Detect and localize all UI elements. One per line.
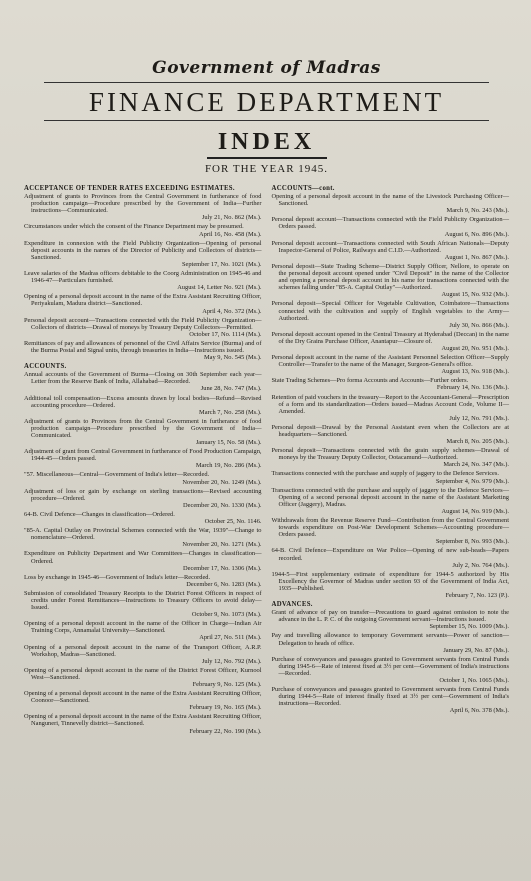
entry-reference: July 21, No. 862 (Ms.).	[201, 214, 262, 222]
entry-text: Grant of advance of pay on transfer—Precautions to guard against omission to note the advance in the L. P. C. of the outgoing Government servant—Instructions issued.	[271, 609, 509, 624]
index-entry	[272, 354, 510, 375]
entry-reference: January 15, No. 58 (Ms.).	[195, 439, 262, 447]
entry-reference: September 4, No. 979 (Ms.).	[435, 477, 509, 485]
index-entry	[24, 667, 262, 688]
entry-reference: December 6, No. 1283 (Ms.).	[186, 580, 262, 588]
entry-reference: July 2, No. 764 (Ms.).	[452, 561, 509, 569]
entry-text: State Trading Schemes—Pro forma Accounts and Accounts—Further orders.	[271, 377, 469, 385]
entry-reference: August 6, No. 896 (Ms.).	[444, 230, 509, 238]
index-entry	[24, 371, 262, 392]
index-entry	[272, 487, 510, 515]
entry-text: Purchase of conveyances and passages granted to Government servants from Central Funds during 1944-5—Rate of interest finally fixed at 3½ per cent—Government of India's instructions—Recorded.	[271, 686, 509, 708]
header-rule-top	[44, 82, 489, 83]
entry-reference: March 19, No. 286 (Ms.).	[195, 462, 262, 470]
section-heading: ACCEPTANCE OF TENDER RATES EXCEEDING ESTIMATES.	[24, 185, 235, 192]
entry-text: Adjustment of grants to Provinces from the Central Government in furtherance of food production campaign—Procedure prescribed by the Government of India—Communicated.	[24, 417, 262, 439]
entry-text: Pay and travelling allowance to temporary Government servants—Power of sanction—Delegation to heads of office.	[271, 632, 509, 647]
entry-text: Adjustment of loss or gain by exchange on sterling transactions—Revised accounting procedure—Ordered.	[24, 487, 262, 502]
entry-text: "85-A. Capital Outlay on Provincial Schemes connected with the War, 1939"—Change to nomenclature—Ordered.	[24, 527, 262, 542]
entry-text: Personal deposit—State Trading Scheme—District Supply Officer, Nellore, to operate on the personal deposit account opened under "Civil Deposit" in the name of the Collector and opening a personal deposit account in his name for transactions connected with the schemes falling under "85-A. Capital Outlay"—Authorized.	[271, 262, 509, 292]
entry-reference: February 9, No. 125 (Ms.).	[192, 681, 262, 688]
index-entry	[272, 193, 510, 214]
entry-text: Opening of a personal deposit account in the name of the Officer in Charge—Indian Air Training Corps, Annamalai University—Sanctioned.	[24, 620, 262, 635]
entry-reference: April 16, No. 458 (Ms.).	[199, 230, 262, 238]
index-entry	[24, 488, 262, 509]
entry-reference: October 9, No. 1073 (Ms.).	[191, 611, 262, 619]
index-entry	[24, 317, 262, 338]
index-entry	[24, 574, 262, 588]
entry-text: Retention of paid vouchers in the treasury—Report to the Accountant-General—Prescription of a form and its standardization—Orders issued—Madras Account Code, Volume II—Amended.	[271, 393, 509, 415]
entry-reference: September 17, No. 1021 (Ms.).	[181, 260, 262, 268]
index-underline	[207, 157, 327, 159]
entry-text: Personal deposit account opened in the Central Treasury at Hyderabad (Deccan) in the name of the Dry Grains Purchase Officer, Anantapur—Closure of.	[271, 330, 509, 345]
header-rule-bottom	[44, 120, 489, 121]
entry-text: Circumstances under which the consent of the Finance Department may be presumed.	[24, 223, 244, 231]
index-entry	[272, 300, 510, 328]
index-entry	[272, 447, 510, 468]
index-entry	[272, 517, 510, 545]
entry-text: Personal deposit—Drawal by the Personal Assistant even when the Collectors are at headquarters—Sanctioned.	[271, 423, 509, 438]
entry-text: "57. Miscellaneous—Central—Government of India's letter—Recorded.	[24, 471, 210, 479]
entry-reference: March 9, No. 243 (Ms.).	[446, 207, 509, 215]
index-entry	[272, 571, 510, 599]
entry-reference: August 13, No. 918 (Ms.).	[441, 368, 509, 376]
entry-text: Additional toll compensation—Excess amounts drawn by local bodies—Refund—Revised accounting procedure—Ordered.	[24, 394, 262, 409]
section-heading: ACCOUNTS—cont.	[271, 185, 335, 192]
index-entry	[24, 270, 262, 291]
entry-text: Personal deposit—Transactions connected with the grain supply schemes—Drawal of moneys by the Treasury Deputy Collector, Ootacamund—Authorized.	[271, 447, 509, 462]
entry-reference: March 24, No. 347 (Ms.).	[443, 461, 509, 469]
entry-text: Personal deposit—Special Officer for Vegetable Cultivation, Coimbatore—Transactions connected with the cultivation and supply of English vegetables to the Army—Authorized.	[271, 300, 509, 322]
entry-text: 64-B. Civil Defence—Changes in classification—Ordered.	[24, 510, 175, 518]
index-entry	[24, 620, 262, 641]
index-entry	[272, 656, 510, 684]
entry-reference: April 4, No. 372 (Ms.).	[202, 307, 262, 315]
entry-reference: March 8, No. 205 (Ms.).	[446, 438, 509, 446]
index-entry	[24, 527, 262, 548]
department-title: FINANCE DEPARTMENT	[88, 87, 445, 117]
index-entry	[272, 216, 510, 237]
entry-text: Personal deposit account—Transactions connected with the Field Publicity Organization—Collectors of districts—Drawal of moneys by Treasury Deputy Collectors—Permitted.	[24, 316, 262, 331]
entry-reference: June 28, No. 747 (Ms.).	[200, 385, 262, 393]
entry-reference: August 1, No. 867 (Ms.).	[444, 253, 509, 261]
entry-text: Expenditure in connexion with the Field Publicity Organization—Opening of personal deposit accounts in the names of the Director of Publicity and Collectors of districts—Sanctioned.	[24, 239, 262, 261]
index-columns	[24, 183, 509, 737]
index-entry	[24, 193, 262, 221]
entry-text: Adjustment of grants to Provinces from the Central Government in furtherance of food production campaign—Procedure prescribed by the Government of India—Further instructions—Communicated.	[24, 193, 262, 215]
entry-text: Opening of a personal deposit account in the name of the Transport Officer, A.R.P. Workshop, Madras—Sanctioned.	[24, 643, 262, 658]
entry-reference: September 15, No. 1009 (Ms.).	[429, 623, 509, 631]
entry-reference: October 17, No. 1114 (Ms.).	[189, 330, 262, 338]
entry-text: Personal deposit account—Transactions connected with the Field Publicity Organization—Orders passed.	[271, 216, 509, 231]
index-entry	[272, 240, 510, 261]
entry-text: Loss by exchange in 1945-46—Government of India's letter—Recorded.	[24, 573, 211, 581]
entry-reference: September 8, No. 993 (Ms.).	[435, 538, 509, 546]
section-heading: ADVANCES.	[271, 601, 313, 609]
entry-text: Opening of a personal deposit account in the name of the District Forest Officer, Kurnool West—Sanctioned.	[24, 666, 262, 681]
entry-text: Leave salaries of the Madras officers debitable to the Coorg Administration on 1945-46 and 1946-47—Particulars furnished.	[24, 270, 262, 285]
entry-reference: August 15, No. 932 (Ms.).	[441, 291, 509, 299]
entry-reference: July 30, No. 866 (Ms.).	[449, 321, 509, 329]
index-entry	[24, 644, 262, 665]
section-heading: ACCOUNTS.	[24, 363, 67, 371]
index-entry	[24, 395, 262, 416]
index-entry	[24, 240, 262, 268]
entry-reference: August 14, No. 919 (Ms.).	[441, 507, 509, 515]
entry-text: Opening of a personal deposit account in the name of the Extra Assistant Recruiting Officer, Periyakulam, Madura district—Sanctioned.	[24, 293, 262, 308]
entry-text: Personal deposit account—Transactions connected with South African Nationals—Deputy Inspector-General of Police, Railways and C.I.D.—Authorized.	[271, 239, 509, 254]
index-entry	[272, 263, 510, 298]
index-entry	[272, 632, 510, 653]
entry-text: Submission of consolidated Treasury Receipts to the District Forest Officers in respect of credits under Forest Remittances—Instructions to Treasury Officers to avoid delay—Issued.	[24, 589, 262, 612]
entry-text: Adjustment of grant from Central Government in furtherance of Food Production Campaign, 1944-45—Orders passed.	[24, 448, 262, 463]
index-entry	[24, 471, 262, 485]
entry-text: Remittances of pay and allowances of personnel of the Civil Affairs Service (Burma) and of the Burma Postal and Signal units, through treasuries in India—Instructions issued.	[24, 339, 262, 354]
index-entry	[272, 424, 510, 445]
index-entry	[24, 223, 262, 237]
entry-reference: October 25, No. 1146.	[204, 518, 262, 526]
entry-reference: January 29, No. 87 (Ms.).	[443, 646, 509, 654]
index-entry	[24, 340, 262, 361]
index-entry	[24, 713, 262, 734]
entry-reference: February 19, No. 165 (Ms.).	[189, 704, 262, 712]
index-entry	[272, 686, 510, 714]
entry-reference: March 7, No. 258 (Ms.).	[199, 408, 262, 416]
entry-reference: November 20, No. 1249 (Ms.).	[182, 478, 262, 486]
entry-reference: November 20, No. 1271 (Ms.).	[182, 541, 262, 549]
entry-reference: May 9, No. 545 (Ms.).	[203, 354, 262, 362]
entry-text: Expenditure on Publicity Department and War Committees—Changes in classification—Ordered.	[24, 550, 262, 565]
index-entry	[24, 418, 262, 446]
index-entry	[272, 377, 510, 391]
entry-reference: August 20, No. 951 (Ms.).	[441, 344, 509, 352]
index-entry	[272, 609, 510, 630]
entry-text: 64-B. Civil Defence—Expenditure on War Police—Opening of new sub-heads—Papers recorded.	[271, 547, 509, 562]
entry-text: Transactions connected with the purchase and supply of jaggery to the Defence Services—Opening of a second personal deposit account in the name of the Assistant Marketing Officer (Jaggery), Madras.	[271, 486, 509, 508]
entry-reference: July 12, No. 792 (Ms.).	[201, 657, 262, 665]
entry-reference: February 7, No. 123 (P.).	[445, 591, 509, 599]
index-entry	[24, 448, 262, 469]
index-entry	[272, 470, 510, 484]
right-column	[272, 183, 510, 737]
entry-reference: April 27, No. 511 (Ms.).	[199, 634, 262, 642]
entry-text: Transactions connected with the purchase and supply of jaggery to the Defence Services.	[271, 470, 499, 478]
index-entry	[272, 547, 510, 568]
left-column	[24, 183, 262, 737]
entry-text: 1944-5—First supplementary estimate of expenditure for 1944-5 authorized by His Excellency the Governor of Madras under section 93 of the Government of India Act, 1935—Published.	[271, 570, 509, 592]
document-header	[24, 58, 509, 175]
entry-reference: February 14, No. 136 (Ms.).	[436, 384, 509, 392]
index-entry	[24, 590, 262, 618]
entry-reference: December 20, No. 1330 (Ms.).	[183, 501, 262, 509]
year-line: FOR THE YEAR 1945.	[204, 163, 329, 175]
index-entry	[24, 511, 262, 525]
index-entry	[24, 690, 262, 711]
entry-reference: October 1, No. 1065 (Ms.).	[439, 677, 509, 684]
index-entry	[24, 550, 262, 571]
entry-text: Opening of a personal deposit account in the name of the Livestock Purchasing Officer—Sanctioned.	[271, 193, 509, 208]
index-title: INDEX	[217, 129, 316, 155]
government-title: Government of Madras	[152, 58, 381, 78]
entry-text: Personal deposit account in the name of the Assistant Personnel Selection Officer—Supply Controller—Transfer to the name of the Manager, Surgeon-General's office.	[271, 354, 509, 369]
entry-reference: December 17, No. 1306 (Ms.).	[183, 564, 262, 572]
entry-text: Annual accounts of the Government of Burma—Closing on 30th September each year—Letter from the Reserve Bank of India, Allahabad—Recorded.	[24, 371, 262, 386]
entry-text: Purchase of conveyances and passages granted to Government servants from Central Funds during 1945-6—Rate of interest fixed at 3½ per cent—Government of India's instructions—Recorded.	[271, 655, 509, 677]
entry-reference: February 22, No. 190 (Ms.).	[189, 727, 262, 735]
entry-reference: April 6, No. 378 (Ms.).	[449, 707, 509, 715]
entry-text: Withdrawals from the Revenue Reserve Fund—Contribution from the Central Government towards expenditure on Post-War Development Schemes—Accounting procedure—Orders passed.	[271, 517, 509, 539]
index-entry	[272, 331, 510, 352]
index-entry	[24, 293, 262, 314]
index-entry	[272, 394, 510, 422]
entry-text: Opening of a personal deposit account in the name of the Extra Assistant Recruiting Officer, Coonoor—Sanctioned.	[24, 690, 262, 705]
entry-text: Opening of a personal deposit account in the name of the Extra Assistant Recruiting Officer, Nanguneri, Tinnevelly district—Sanctioned.	[24, 713, 262, 728]
entry-reference: August 14, Letter No. 921 (Ms.).	[177, 284, 262, 292]
entry-reference: July 12, No. 791 (Ms.).	[449, 414, 509, 422]
